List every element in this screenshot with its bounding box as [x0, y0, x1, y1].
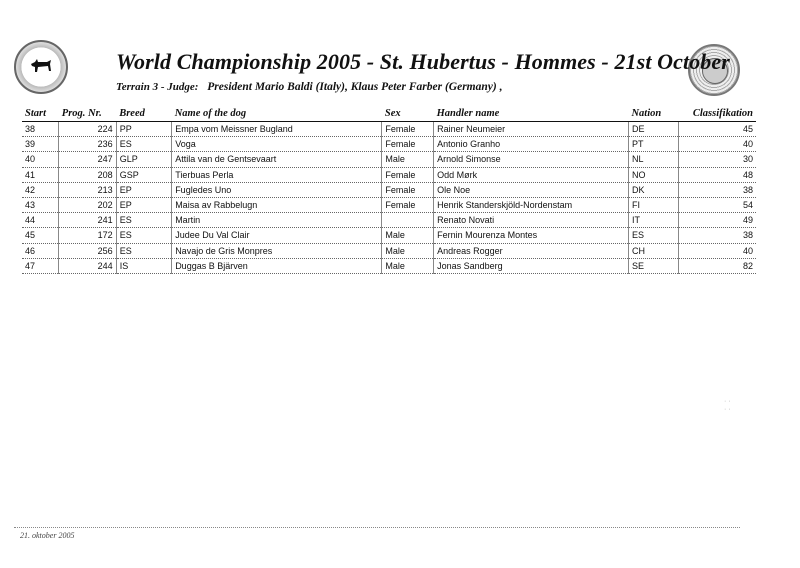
table-row — [22, 152, 756, 167]
row-sex: Male — [382, 258, 434, 273]
results-table — [22, 106, 756, 274]
row-breed: PP — [116, 122, 172, 137]
row-breed: GLP — [116, 152, 172, 167]
row-nation: NL — [628, 152, 678, 167]
row-classification: 38 — [678, 228, 756, 243]
row-handler: Antonio Granho — [434, 137, 629, 152]
row-breed: EP — [116, 197, 172, 212]
dog-icon — [29, 58, 53, 74]
row-dog-name: Fugledes Uno — [172, 182, 382, 197]
row-sex: Female — [382, 137, 434, 152]
table-row — [22, 197, 756, 212]
row-dog-name: Navajo de Gris Monpres — [172, 243, 382, 258]
row-handler: Jonas Sandberg — [434, 258, 629, 273]
row-handler: Henrik Standerskjöld-Nordenstam — [434, 197, 629, 212]
row-handler: Odd Mørk — [434, 167, 629, 182]
row-dog-name: Martin — [172, 213, 382, 228]
row-breed: GSP — [116, 167, 172, 182]
row-classification: 38 — [678, 182, 756, 197]
row-classification: 54 — [678, 197, 756, 212]
row-start: 42 — [22, 182, 59, 197]
dog-emblem-logo — [14, 40, 68, 94]
row-dog-name: Tierbuas Perla — [172, 167, 382, 182]
col-handler: Handler name — [434, 106, 629, 122]
row-classification: 49 — [678, 213, 756, 228]
col-nation: Nation — [628, 106, 678, 122]
row-dog-name: Judee Du Val Clair — [172, 228, 382, 243]
row-sex: Male — [382, 228, 434, 243]
row-classification: 40 — [678, 243, 756, 258]
row-nation: PT — [628, 137, 678, 152]
judges-names: President Mario Baldi (Italy), Klaus Peter Farber (Germany) , — [207, 81, 503, 93]
row-dog-name: Voga — [172, 137, 382, 152]
table-row — [22, 228, 756, 243]
row-prog-nr: 247 — [59, 152, 116, 167]
row-prog-nr: 236 — [59, 137, 116, 152]
row-dog-name: Maisa av Rabbelugn — [172, 197, 382, 212]
row-breed: ES — [116, 213, 172, 228]
row-sex: Female — [382, 182, 434, 197]
footer-divider — [14, 527, 740, 528]
row-handler: Rainer Neumeier — [434, 122, 629, 137]
row-sex: Male — [382, 152, 434, 167]
row-nation: DK — [628, 182, 678, 197]
row-prog-nr: 213 — [59, 182, 116, 197]
row-sex — [382, 213, 434, 228]
row-handler: Andreas Rogger — [434, 243, 629, 258]
row-handler: Fernin Mourenza Montes — [434, 228, 629, 243]
row-dog-name: Empa vom Meissner Bugland — [172, 122, 382, 137]
table-row — [22, 137, 756, 152]
row-handler: Ole Noe — [434, 182, 629, 197]
col-classification: Classifikation — [678, 106, 756, 122]
col-breed: Breed — [116, 106, 172, 122]
row-sex: Male — [382, 243, 434, 258]
row-nation: FI — [628, 197, 678, 212]
row-nation: CH — [628, 243, 678, 258]
row-handler: Renato Novati — [434, 213, 629, 228]
row-sex: Female — [382, 122, 434, 137]
row-start: 41 — [22, 167, 59, 182]
row-dog-name: Attila van de Gentsevaart — [172, 152, 382, 167]
row-nation: DE — [628, 122, 678, 137]
footer-date: 21. oktober 2005 — [20, 531, 75, 540]
row-prog-nr: 244 — [59, 258, 116, 273]
table-header-row — [22, 106, 756, 122]
table-row — [22, 182, 756, 197]
row-handler: Arnold Simonse — [434, 152, 629, 167]
scan-specks: · · · · — [724, 398, 731, 413]
row-breed: ES — [116, 243, 172, 258]
row-classification: 48 — [678, 167, 756, 182]
col-prog-nr: Prog. Nr. — [59, 106, 116, 122]
row-prog-nr: 172 — [59, 228, 116, 243]
judge-line — [116, 81, 502, 93]
row-sex: Female — [382, 167, 434, 182]
col-dog-name: Name of the dog — [172, 106, 382, 122]
row-classification: 45 — [678, 122, 756, 137]
row-start: 43 — [22, 197, 59, 212]
col-sex: Sex — [382, 106, 434, 122]
row-dog-name: Duggas B Bjärven — [172, 258, 382, 273]
row-classification: 82 — [678, 258, 756, 273]
table-row — [22, 167, 756, 182]
table-row — [22, 243, 756, 258]
row-nation: ES — [628, 228, 678, 243]
row-breed: EP — [116, 182, 172, 197]
row-prog-nr: 256 — [59, 243, 116, 258]
row-prog-nr: 241 — [59, 213, 116, 228]
row-start: 38 — [22, 122, 59, 137]
row-classification: 40 — [678, 137, 756, 152]
row-classification: 30 — [678, 152, 756, 167]
table-row — [22, 122, 756, 137]
row-breed: IS — [116, 258, 172, 273]
row-prog-nr: 224 — [59, 122, 116, 137]
row-start: 46 — [22, 243, 59, 258]
row-nation: IT — [628, 213, 678, 228]
row-sex: Female — [382, 197, 434, 212]
table-row — [22, 213, 756, 228]
col-start: Start — [22, 106, 59, 122]
row-nation: SE — [628, 258, 678, 273]
terrain-label: Terrain 3 - Judge: — [116, 81, 199, 93]
row-breed: ES — [116, 137, 172, 152]
row-start: 45 — [22, 228, 59, 243]
row-start: 40 — [22, 152, 59, 167]
row-prog-nr: 202 — [59, 197, 116, 212]
row-start: 39 — [22, 137, 59, 152]
page-title: World Championship 2005 - St. Hubertus - Hommes - 21st October — [116, 49, 730, 74]
row-start: 47 — [22, 258, 59, 273]
row-breed: ES — [116, 228, 172, 243]
row-nation: NO — [628, 167, 678, 182]
row-start: 44 — [22, 213, 59, 228]
row-prog-nr: 208 — [59, 167, 116, 182]
table-row — [22, 258, 756, 273]
